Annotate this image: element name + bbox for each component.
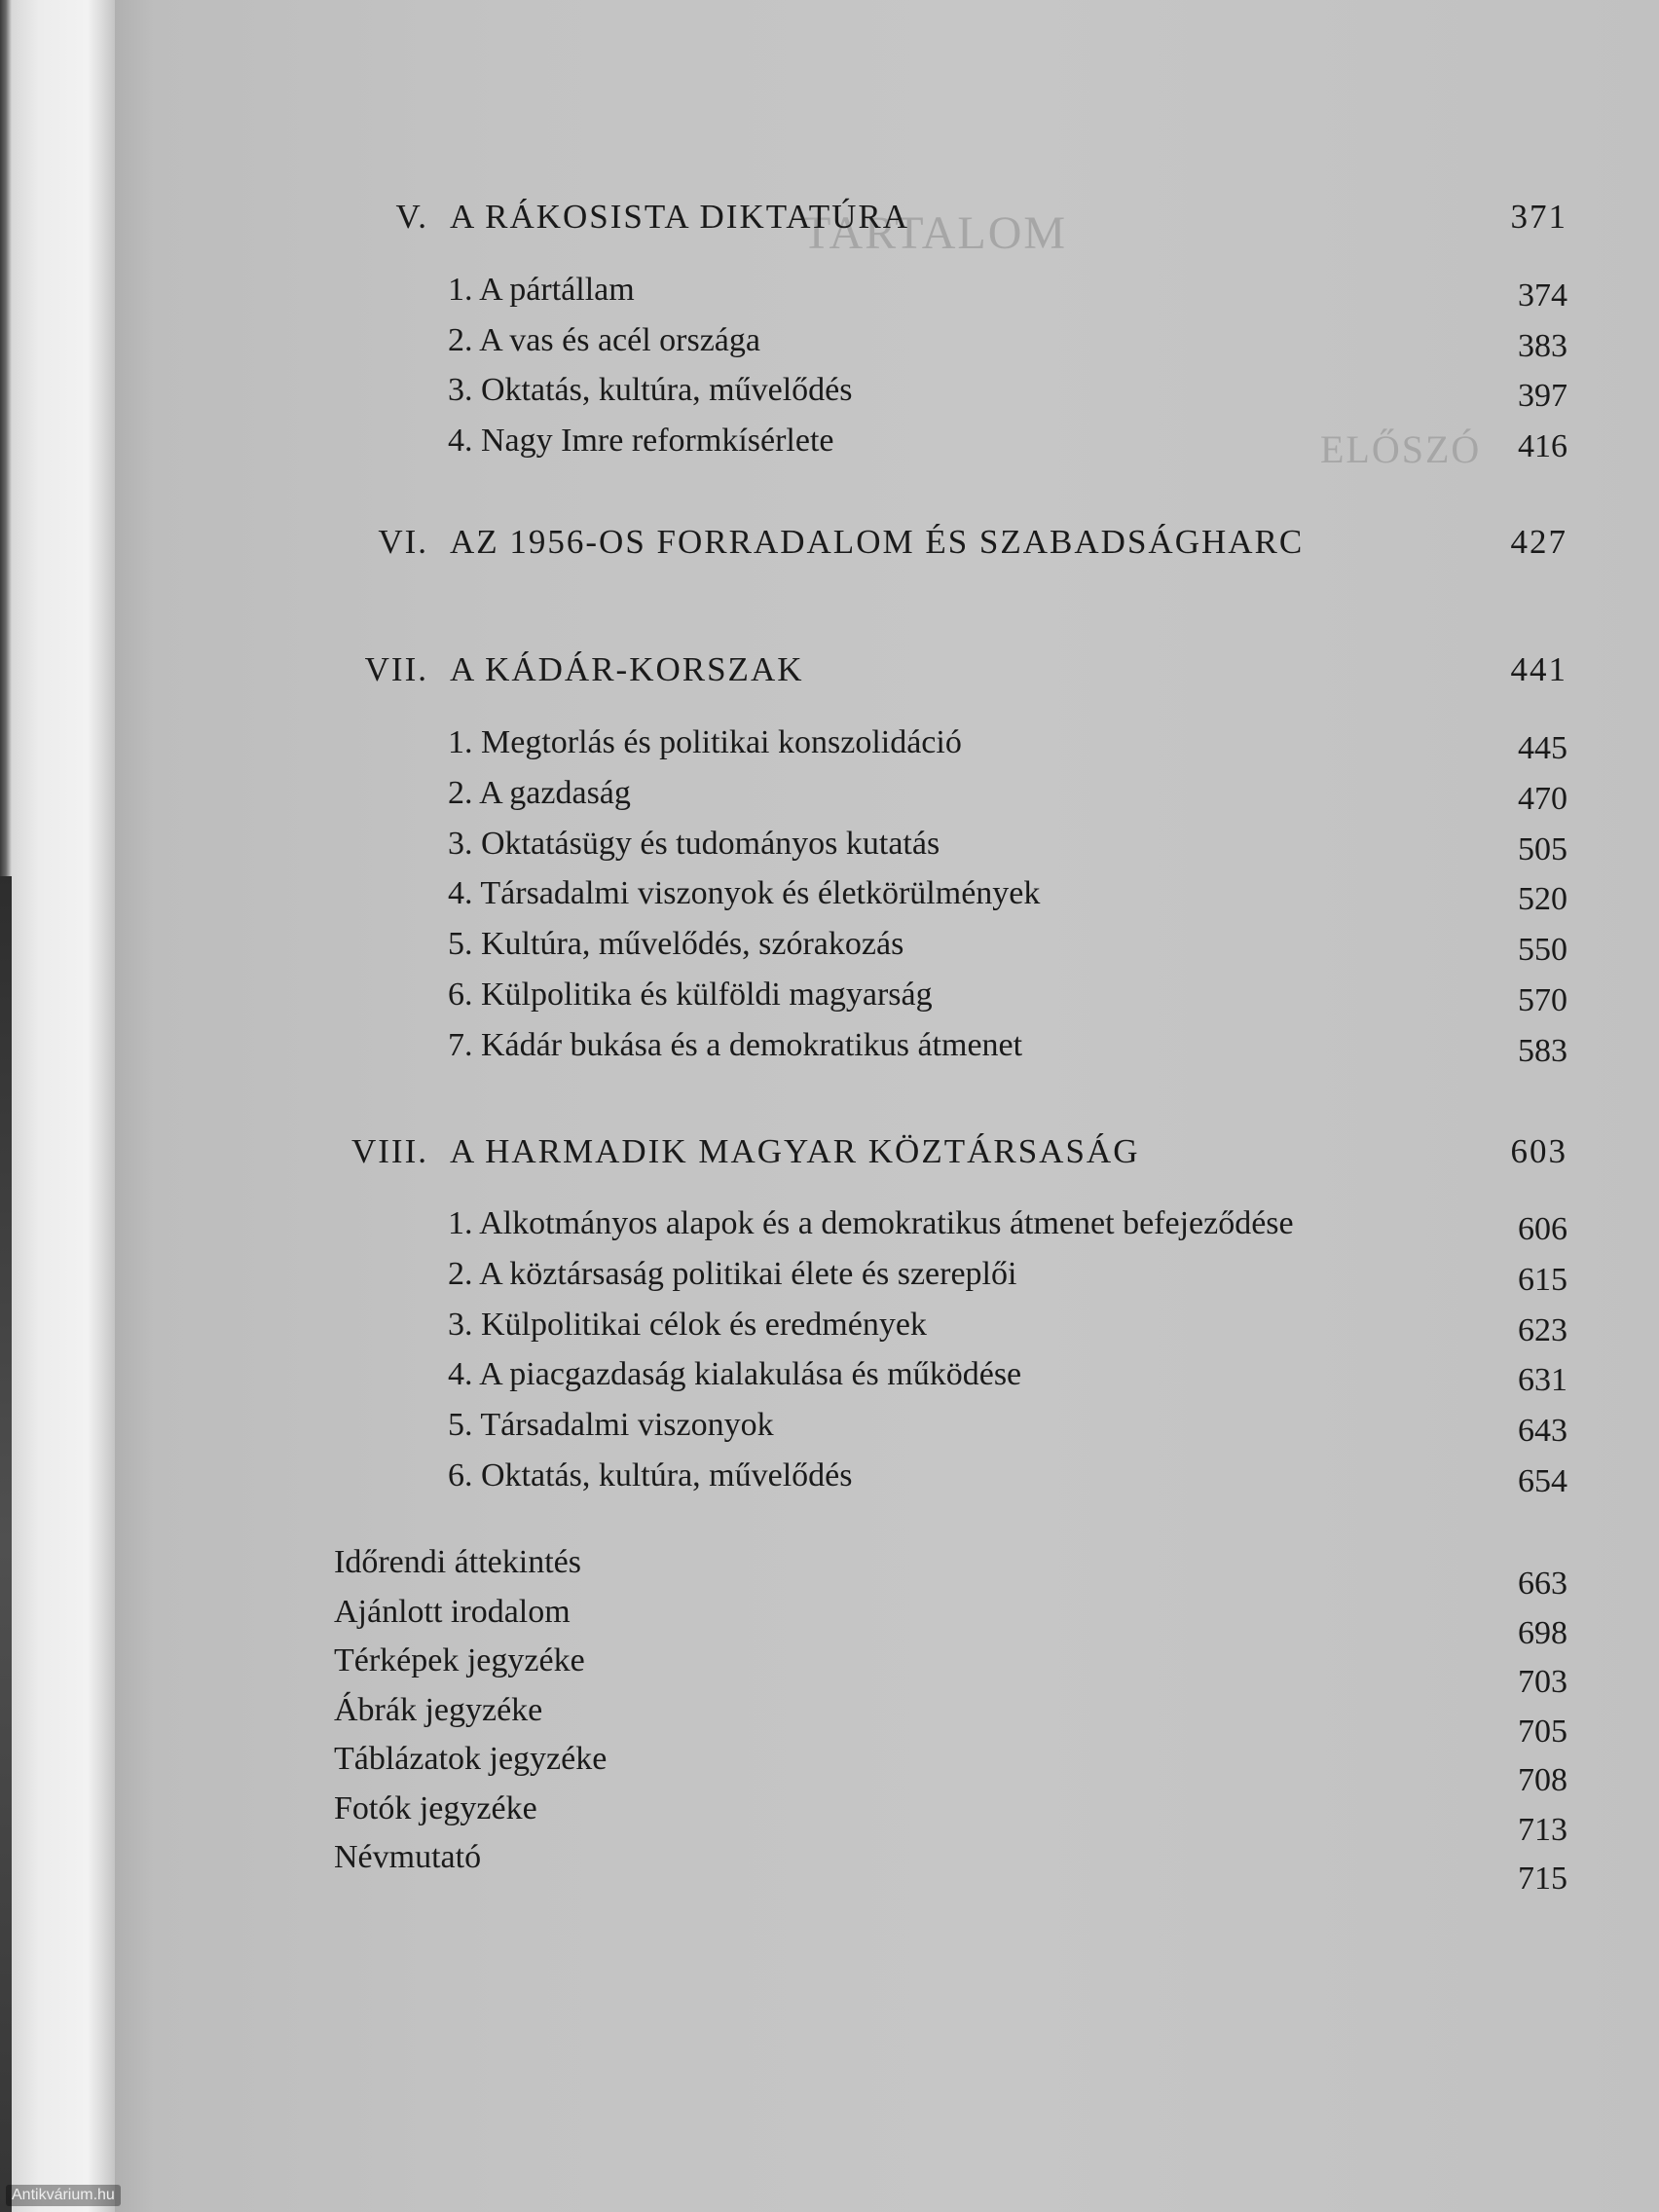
chapter-number: VI. bbox=[378, 523, 428, 561]
toc-section bbox=[0, 1301, 1659, 1349]
toc-chapter bbox=[0, 193, 1659, 241]
section-page: 520 bbox=[1518, 881, 1567, 918]
section-page: 570 bbox=[1518, 982, 1567, 1018]
appendix-page: 713 bbox=[1518, 1811, 1567, 1848]
toc-section bbox=[0, 417, 1659, 465]
chapter-number: V. bbox=[395, 198, 428, 236]
toc-section bbox=[0, 869, 1659, 918]
section-label: 4. A piacgazdaság kialakulása és működése bbox=[448, 1356, 1022, 1393]
appendix-label: Névmutató bbox=[334, 1839, 482, 1875]
toc-section bbox=[0, 316, 1659, 365]
toc-appendix-item bbox=[0, 1686, 1659, 1750]
section-label: 2. A vas és acél országa bbox=[448, 321, 760, 358]
toc-section bbox=[0, 1250, 1659, 1299]
chapter-page: 603 bbox=[1510, 1132, 1567, 1170]
toc-chapter bbox=[0, 645, 1659, 694]
section-page: 470 bbox=[1518, 780, 1567, 817]
ghost-intro: ELŐSZÓ bbox=[1320, 427, 1482, 471]
toc-section bbox=[0, 820, 1659, 868]
chapter-title: AZ 1956-OS FORRADALOM ÉS SZABADSÁGHARC bbox=[450, 523, 1305, 561]
toc-appendix-item bbox=[0, 1588, 1659, 1651]
appendix-page: 698 bbox=[1518, 1614, 1567, 1651]
chapter-number: VIII. bbox=[351, 1132, 428, 1170]
toc-appendix-item bbox=[0, 1637, 1659, 1700]
toc-section bbox=[0, 1021, 1659, 1070]
section-label: 3. Oktatás, kultúra, művelődés bbox=[448, 372, 853, 408]
section-label: 1. Alkotmányos alapok és a demokratikus átmenet befejeződése bbox=[448, 1205, 1294, 1241]
toc-section bbox=[0, 366, 1659, 415]
appendix-page: 663 bbox=[1518, 1566, 1567, 1602]
toc-chapter bbox=[0, 518, 1659, 567]
chapter-title: A HARMADIK MAGYAR KÖZTÁRSASÁG bbox=[450, 1132, 1140, 1170]
section-page: 606 bbox=[1518, 1211, 1567, 1247]
chapter-page: 371 bbox=[1510, 198, 1567, 236]
toc-section bbox=[0, 1401, 1659, 1450]
chapter-number: VII. bbox=[364, 650, 428, 688]
section-page: 631 bbox=[1518, 1362, 1567, 1399]
section-page: 550 bbox=[1518, 932, 1567, 969]
toc-section bbox=[0, 769, 1659, 818]
chapter-title: A KÁDÁR-KORSZAK bbox=[450, 650, 804, 688]
chapter-page: 427 bbox=[1510, 523, 1567, 561]
section-label: 1. Megtorlás és politikai konszolidáció bbox=[448, 724, 962, 760]
watermark: Antikvárium.hu bbox=[6, 2185, 121, 2206]
section-page: 583 bbox=[1518, 1032, 1567, 1069]
section-page: 623 bbox=[1518, 1311, 1567, 1348]
chapter-title: A RÁKOSISTA DIKTATÚRA bbox=[450, 198, 909, 236]
toc-appendix-item bbox=[0, 1538, 1659, 1602]
appendix-page: 703 bbox=[1518, 1664, 1567, 1700]
section-label: 1. A pártállam bbox=[448, 272, 635, 308]
appendix-page: 708 bbox=[1518, 1762, 1567, 1798]
ghost-title: TARTALOM bbox=[802, 207, 1068, 259]
section-label: 4. Társadalmi viszonyok és életkörülmények bbox=[448, 875, 1041, 912]
section-label: 5. Társadalmi viszonyok bbox=[448, 1407, 774, 1444]
section-label: 6. Külpolitika és külföldi magyarság bbox=[448, 977, 933, 1013]
appendix-label: Fotók jegyzéke bbox=[334, 1789, 537, 1826]
section-page: 383 bbox=[1518, 327, 1567, 364]
section-label: 2. A köztársaság politikai élete és szereplői bbox=[448, 1255, 1017, 1292]
chapter-page: 441 bbox=[1510, 650, 1567, 688]
appendix-label: Táblázatok jegyzéke bbox=[334, 1741, 608, 1777]
section-page: 416 bbox=[1518, 427, 1567, 464]
section-label: 5. Kultúra, művelődés, szórakozás bbox=[448, 926, 904, 963]
appendix-label: Térképek jegyzéke bbox=[334, 1642, 585, 1678]
toc-section bbox=[0, 920, 1659, 969]
section-page: 654 bbox=[1518, 1463, 1567, 1499]
section-page: 397 bbox=[1518, 378, 1567, 414]
appendix-page: 715 bbox=[1518, 1861, 1567, 1897]
appendix-page: 705 bbox=[1518, 1713, 1567, 1750]
section-label: 3. Oktatásügy és tudományos kutatás bbox=[448, 825, 940, 862]
section-label: 3. Külpolitikai célok és eredmények bbox=[448, 1306, 927, 1343]
section-label: 6. Oktatás, kultúra, művelődés bbox=[448, 1457, 853, 1493]
toc-appendix-item bbox=[0, 1735, 1659, 1798]
appendix-label: Ábrák jegyzéke bbox=[334, 1691, 543, 1728]
toc-section bbox=[0, 719, 1659, 767]
section-label: 4. Nagy Imre reformkísérlete bbox=[448, 422, 834, 459]
section-label: 2. A gazdaság bbox=[448, 774, 631, 811]
section-page: 505 bbox=[1518, 830, 1567, 867]
toc-section bbox=[0, 1199, 1659, 1248]
section-page: 374 bbox=[1518, 277, 1567, 313]
toc-section bbox=[0, 1452, 1659, 1500]
section-label: 7. Kádár bukása és a demokratikus átmenet bbox=[448, 1026, 1023, 1063]
section-page: 615 bbox=[1518, 1261, 1567, 1298]
toc-section bbox=[0, 1350, 1659, 1399]
section-page: 643 bbox=[1518, 1413, 1567, 1450]
section-page: 445 bbox=[1518, 730, 1567, 766]
toc-chapter bbox=[0, 1127, 1659, 1176]
toc-section bbox=[0, 266, 1659, 314]
toc-appendix-item bbox=[0, 1833, 1659, 1897]
appendix-label: Ajánlott irodalom bbox=[334, 1593, 571, 1630]
toc-section bbox=[0, 971, 1659, 1019]
appendix-label: Időrendi áttekintés bbox=[334, 1544, 581, 1580]
toc-appendix-item bbox=[0, 1785, 1659, 1848]
